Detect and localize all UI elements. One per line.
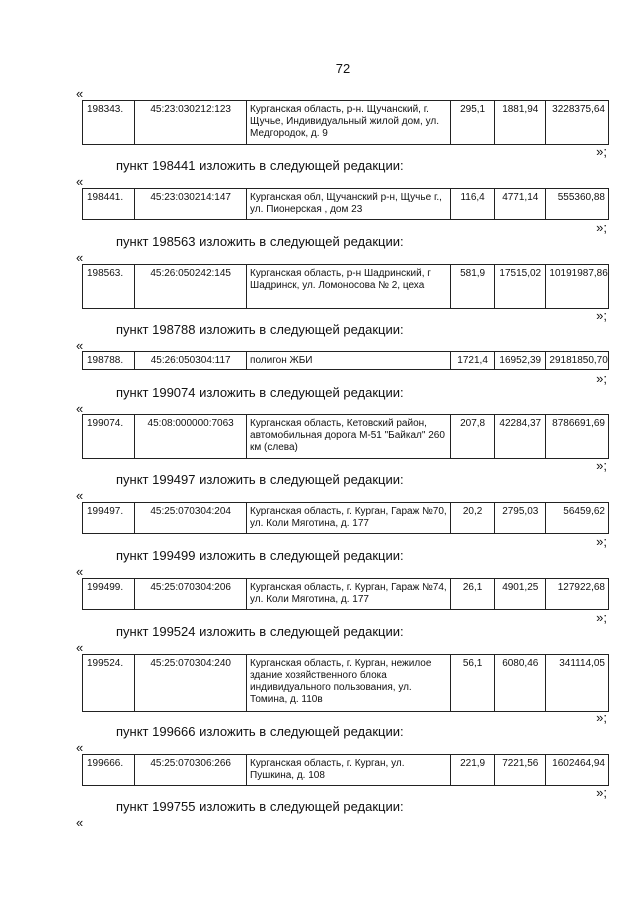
area-value: 581,9 [451, 265, 495, 309]
rate-value: 2795,03 [495, 503, 546, 534]
table-row [82, 264, 609, 309]
cadastral-value: 1602464,94 [546, 755, 609, 786]
cadastral-value: 8786691,69 [546, 415, 609, 459]
row-number: 198563. [83, 265, 135, 309]
object-address: Курганская область, г. Курган, нежилое здание хозяйственного блока индивидуального пользования, ул. Томина, д. 110в [247, 655, 451, 712]
row-number: 199524. [83, 655, 135, 712]
rate-value: 4901,25 [495, 579, 546, 610]
object-address: полигон ЖБИ [247, 352, 451, 370]
cadastral-value: 341114,05 [546, 655, 609, 712]
close-quote-mark: »; [596, 785, 607, 800]
open-quote-mark: « [76, 86, 84, 101]
cadastral-number: 45:25:070304:240 [135, 655, 247, 712]
amendment-instruction: пункт 199499 изложить в следующей редакции: [116, 548, 404, 563]
cadastral-number: 45:25:070304:204 [135, 503, 247, 534]
row-number: 198343. [83, 101, 135, 145]
table-row [82, 754, 609, 786]
open-quote-mark: « [76, 401, 84, 416]
rate-value: 1881,94 [495, 101, 546, 145]
area-value: 221,9 [451, 755, 495, 786]
cadastral-value: 10191987,86 [546, 265, 609, 309]
cadastral-value: 29181850,70 [546, 352, 609, 370]
area-value: 207,8 [451, 415, 495, 459]
cadastral-value: 127922,68 [546, 579, 609, 610]
table-row [82, 654, 609, 712]
rate-value: 7221,56 [495, 755, 546, 786]
object-address: Курганская область, р-н. Щучанский, г. Щучье, Индивидуальный жилой дом, ул. Медгородок, д. 9 [247, 101, 451, 145]
object-address: Курганская область, Кетовский район, автомобильная дорога М-51 "Байкал" 260 км (слева) [247, 415, 451, 459]
object-address: Курганская область, г. Курган, ул. Пушкина, д. 108 [247, 755, 451, 786]
table-row [82, 100, 609, 145]
amendment-instruction: пункт 199074 изложить в следующей редакции: [116, 385, 404, 400]
rate-value: 16952,39 [495, 352, 546, 370]
area-value: 1721,4 [451, 352, 495, 370]
open-quote-mark: « [76, 338, 84, 353]
amendment-instruction: пункт 199755 изложить в следующей редакции: [116, 799, 404, 814]
close-quote-mark: »; [596, 371, 607, 386]
rate-value: 6080,46 [495, 655, 546, 712]
open-quote-mark: « [76, 174, 84, 189]
rate-value: 17515,02 [495, 265, 546, 309]
table-row [82, 351, 609, 370]
table-row [82, 414, 609, 459]
row-number: 198441. [83, 189, 135, 220]
object-address: Курганская область, р-н Шадринский, г Шадринск, ул. Ломоносова № 2, цеха [247, 265, 451, 309]
rate-value: 42284,37 [495, 415, 546, 459]
row-number: 199074. [83, 415, 135, 459]
open-quote-mark: « [76, 815, 84, 830]
cadastral-number: 45:23:030212:123 [135, 101, 247, 145]
cadastral-number: 45:08:000000:7063 [135, 415, 247, 459]
close-quote-mark: »; [596, 534, 607, 549]
cadastral-value: 56459,62 [546, 503, 609, 534]
area-value: 56,1 [451, 655, 495, 712]
row-number: 199666. [83, 755, 135, 786]
amendment-instruction: пункт 198788 изложить в следующей редакции: [116, 322, 404, 337]
close-quote-mark: »; [596, 220, 607, 235]
object-address: Курганская область, г. Курган, Гараж №74, ул. Коли Мяготина, д. 177 [247, 579, 451, 610]
page-number: 72 [335, 61, 351, 76]
close-quote-mark: »; [596, 610, 607, 625]
close-quote-mark: »; [596, 144, 607, 159]
cadastral-value: 555360,88 [546, 189, 609, 220]
amendment-instruction: пункт 199497 изложить в следующей редакции: [116, 472, 404, 487]
table-row [82, 188, 609, 220]
row-number: 199497. [83, 503, 135, 534]
cadastral-value: 3228375,64 [546, 101, 609, 145]
area-value: 20,2 [451, 503, 495, 534]
open-quote-mark: « [76, 640, 84, 655]
amendment-instruction: пункт 199524 изложить в следующей редакции: [116, 624, 404, 639]
area-value: 116,4 [451, 189, 495, 220]
open-quote-mark: « [76, 250, 84, 265]
row-number: 199499. [83, 579, 135, 610]
open-quote-mark: « [76, 740, 84, 755]
table-row [82, 502, 609, 534]
close-quote-mark: »; [596, 710, 607, 725]
cadastral-number: 45:23:030214:147 [135, 189, 247, 220]
open-quote-mark: « [76, 564, 84, 579]
amendment-instruction: пункт 199666 изложить в следующей редакции: [116, 724, 404, 739]
cadastral-number: 45:25:070304:206 [135, 579, 247, 610]
close-quote-mark: »; [596, 458, 607, 473]
close-quote-mark: »; [596, 308, 607, 323]
table-row [82, 578, 609, 610]
cadastral-number: 45:26:050242:145 [135, 265, 247, 309]
cadastral-number: 45:25:070306:266 [135, 755, 247, 786]
open-quote-mark: « [76, 488, 84, 503]
object-address: Курганская область, г. Курган, Гараж №70, ул. Коли Мяготина, д. 177 [247, 503, 451, 534]
area-value: 295,1 [451, 101, 495, 145]
amendment-instruction: пункт 198441 изложить в следующей редакции: [116, 158, 404, 173]
object-address: Курганская обл, Щучанский р-н, Щучье г., ул. Пионерская , дом 23 [247, 189, 451, 220]
rate-value: 4771,14 [495, 189, 546, 220]
area-value: 26,1 [451, 579, 495, 610]
amendment-instruction: пункт 198563 изложить в следующей редакции: [116, 234, 404, 249]
cadastral-number: 45:26:050304:117 [135, 352, 247, 370]
row-number: 198788. [83, 352, 135, 370]
